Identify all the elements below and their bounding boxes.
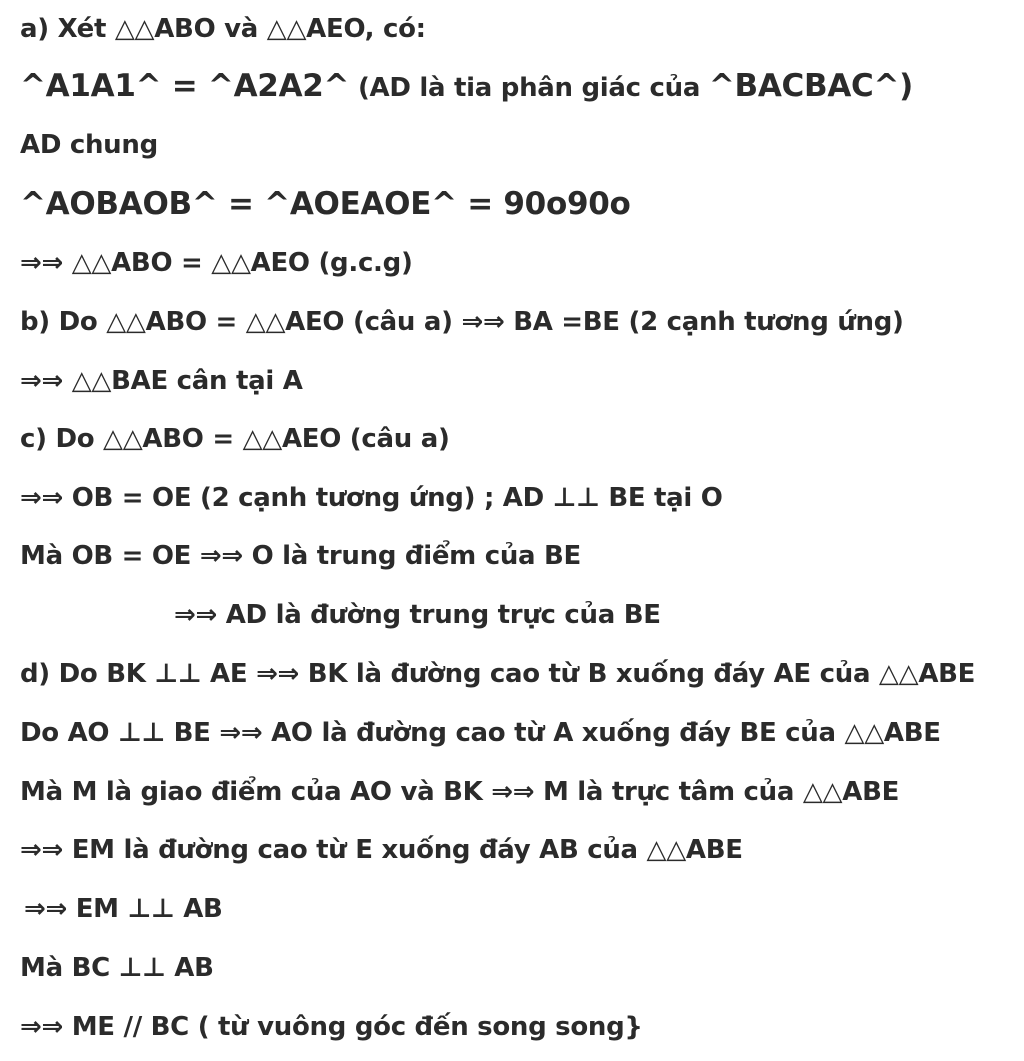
- bc-perpendicular-line: Mà BC ⊥⊥ AB: [20, 953, 214, 983]
- part-d-line: d) Do BK ⊥⊥ AE ⇒⇒ BK là đường cao từ B xuống đáy AE của △△ABE: [20, 659, 976, 689]
- perpendicular-bisector-line: ⇒⇒ AD là đường trung trực của BE: [174, 600, 661, 630]
- isosceles-conclusion: ⇒⇒ △△BAE cân tại A: [20, 366, 303, 396]
- angle-equality-line: [20, 68, 913, 105]
- right-angle-line: ^AOBAOB^ = ^AOEAOE^ = 90o90o: [20, 186, 631, 222]
- common-side-line: AD chung: [20, 130, 158, 160]
- part-c-line: c) Do △△ABO = △△AEO (câu a): [20, 424, 450, 454]
- parallel-conclusion: ⇒⇒ ME // BC ( từ vuông góc đến song song}: [20, 1012, 643, 1042]
- angle-reason: (AD là tia phân giác của: [349, 73, 709, 103]
- em-perpendicular-line: ⇒⇒ EM ⊥⊥ AB: [24, 894, 223, 924]
- em-altitude-line: ⇒⇒ EM là đường cao từ E xuống đáy AB của △△ABE: [20, 835, 743, 865]
- ao-altitude-line: Do AO ⊥⊥ BE ⇒⇒ AO là đường cao từ A xuống đáy BE của △△ABE: [20, 718, 941, 748]
- ob-oe-line: ⇒⇒ OB = OE (2 cạnh tương ứng) ; AD ⊥⊥ BE tại O: [20, 483, 723, 513]
- part-b-line: b) Do △△ABO = △△AEO (câu a) ⇒⇒ BA =BE (2 cạnh tương ứng): [20, 307, 904, 337]
- midpoint-line: Mà OB = OE ⇒⇒ O là trung điểm của BE: [20, 541, 582, 571]
- angle-equality-formula: ^A1A1^ = ^A2A2^: [20, 68, 350, 104]
- angle-bac-formula: ^BACBAC^): [708, 68, 914, 104]
- congruence-conclusion: ⇒⇒ △△ABO = △△AEO (g.c.g): [20, 248, 413, 278]
- part-a-heading: a) Xét △△ABO và △△AEO, có:: [20, 14, 426, 44]
- orthocenter-line: Mà M là giao điểm của AO và BK ⇒⇒ M là trực tâm của △△ABE: [20, 777, 900, 807]
